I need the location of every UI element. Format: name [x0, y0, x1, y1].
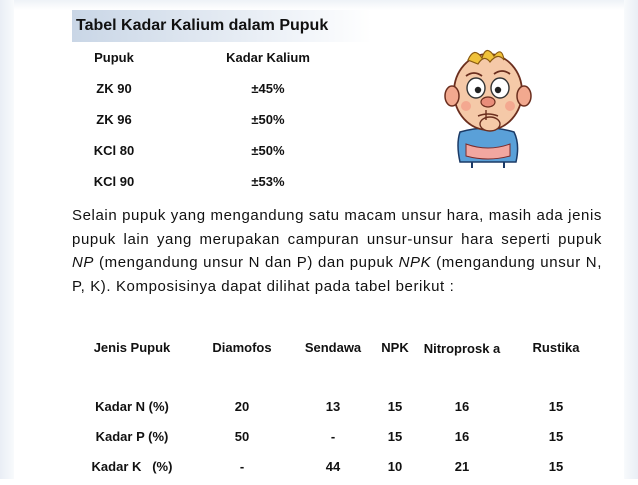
- table-cell: 15: [548, 459, 564, 474]
- table-cell: 15: [548, 399, 564, 414]
- table-cell: 20: [234, 399, 250, 414]
- composition-table: [72, 338, 604, 485]
- table-row: [84, 81, 388, 112]
- table-cell: ±50%: [251, 143, 285, 158]
- table-header-cell: Rustika: [532, 340, 580, 355]
- table-cell: ±50%: [251, 112, 285, 127]
- table-cell: KCl 80: [93, 143, 135, 158]
- table-cell: Kadar K (%): [91, 459, 173, 474]
- table-header-cell: Sendawa: [304, 340, 362, 355]
- table-cell: Kadar P (%): [95, 429, 169, 444]
- table-cell: -: [239, 459, 245, 474]
- potassium-table: [84, 50, 388, 205]
- table-cell: KCl 90: [93, 174, 135, 189]
- table-cell: 15: [387, 399, 403, 414]
- paragraph-term-np: NP: [72, 254, 95, 271]
- table-header-cell: Pupuk: [94, 50, 134, 65]
- table-header-text: Nitroprosk a: [423, 341, 501, 356]
- table-cell: Kadar N (%): [95, 399, 169, 414]
- table-cell: ZK 96: [96, 112, 132, 127]
- paragraph-term-npk: NPK: [398, 254, 432, 271]
- paragraph-text: Selain pupuk yang mengandung satu macam unsur hara, masih ada jenis pupuk lain yang merupakan campuran unsur-unsur hara seperti pupuk: [72, 207, 602, 248]
- table-row: [84, 174, 388, 205]
- table-header-cell: Jenis Pupuk: [93, 340, 171, 355]
- explanation-paragraph: [72, 204, 602, 298]
- table-row: [84, 143, 388, 174]
- table-row: [84, 112, 388, 143]
- table-row: [72, 455, 604, 485]
- paragraph-text: (mengandung unsur N, P, K). Komposisinya dapat dilihat pada tabel berikut :: [72, 254, 602, 295]
- table-header-cell: NPK: [381, 340, 409, 355]
- table-cell: 16: [454, 429, 470, 444]
- paragraph-text: (mengandung unsur N dan P) dan pupuk: [94, 254, 399, 271]
- table-header-cell: Diamofos: [212, 340, 272, 355]
- table-cell: 13: [325, 399, 341, 414]
- table-cell: -: [330, 429, 336, 444]
- table-cell: 21: [454, 459, 470, 474]
- table-header-cell: [416, 338, 508, 388]
- slide-frame-right: [624, 0, 638, 479]
- table-header-cell: Kadar Kalium: [226, 50, 310, 65]
- table-cell: 44: [325, 459, 341, 474]
- table-cell: 10: [387, 459, 403, 474]
- confused-boy-cartoon-icon: [438, 44, 538, 168]
- table-row: [72, 425, 604, 455]
- table-cell: 16: [454, 399, 470, 414]
- table-cell: ±45%: [251, 81, 285, 96]
- slide-title: Tabel Kadar Kalium dalam Pupuk: [76, 17, 329, 34]
- table-cell: ZK 90: [96, 81, 132, 96]
- table-row: [72, 388, 604, 425]
- table-header-row: [72, 338, 604, 388]
- table-cell: 50: [234, 429, 250, 444]
- table-cell: 15: [387, 429, 403, 444]
- table-cell: 15: [548, 429, 564, 444]
- slide-frame-left: [0, 0, 14, 479]
- slide-frame-top: [0, 0, 638, 10]
- table-cell: ±53%: [251, 174, 285, 189]
- table-header-row: [84, 50, 388, 81]
